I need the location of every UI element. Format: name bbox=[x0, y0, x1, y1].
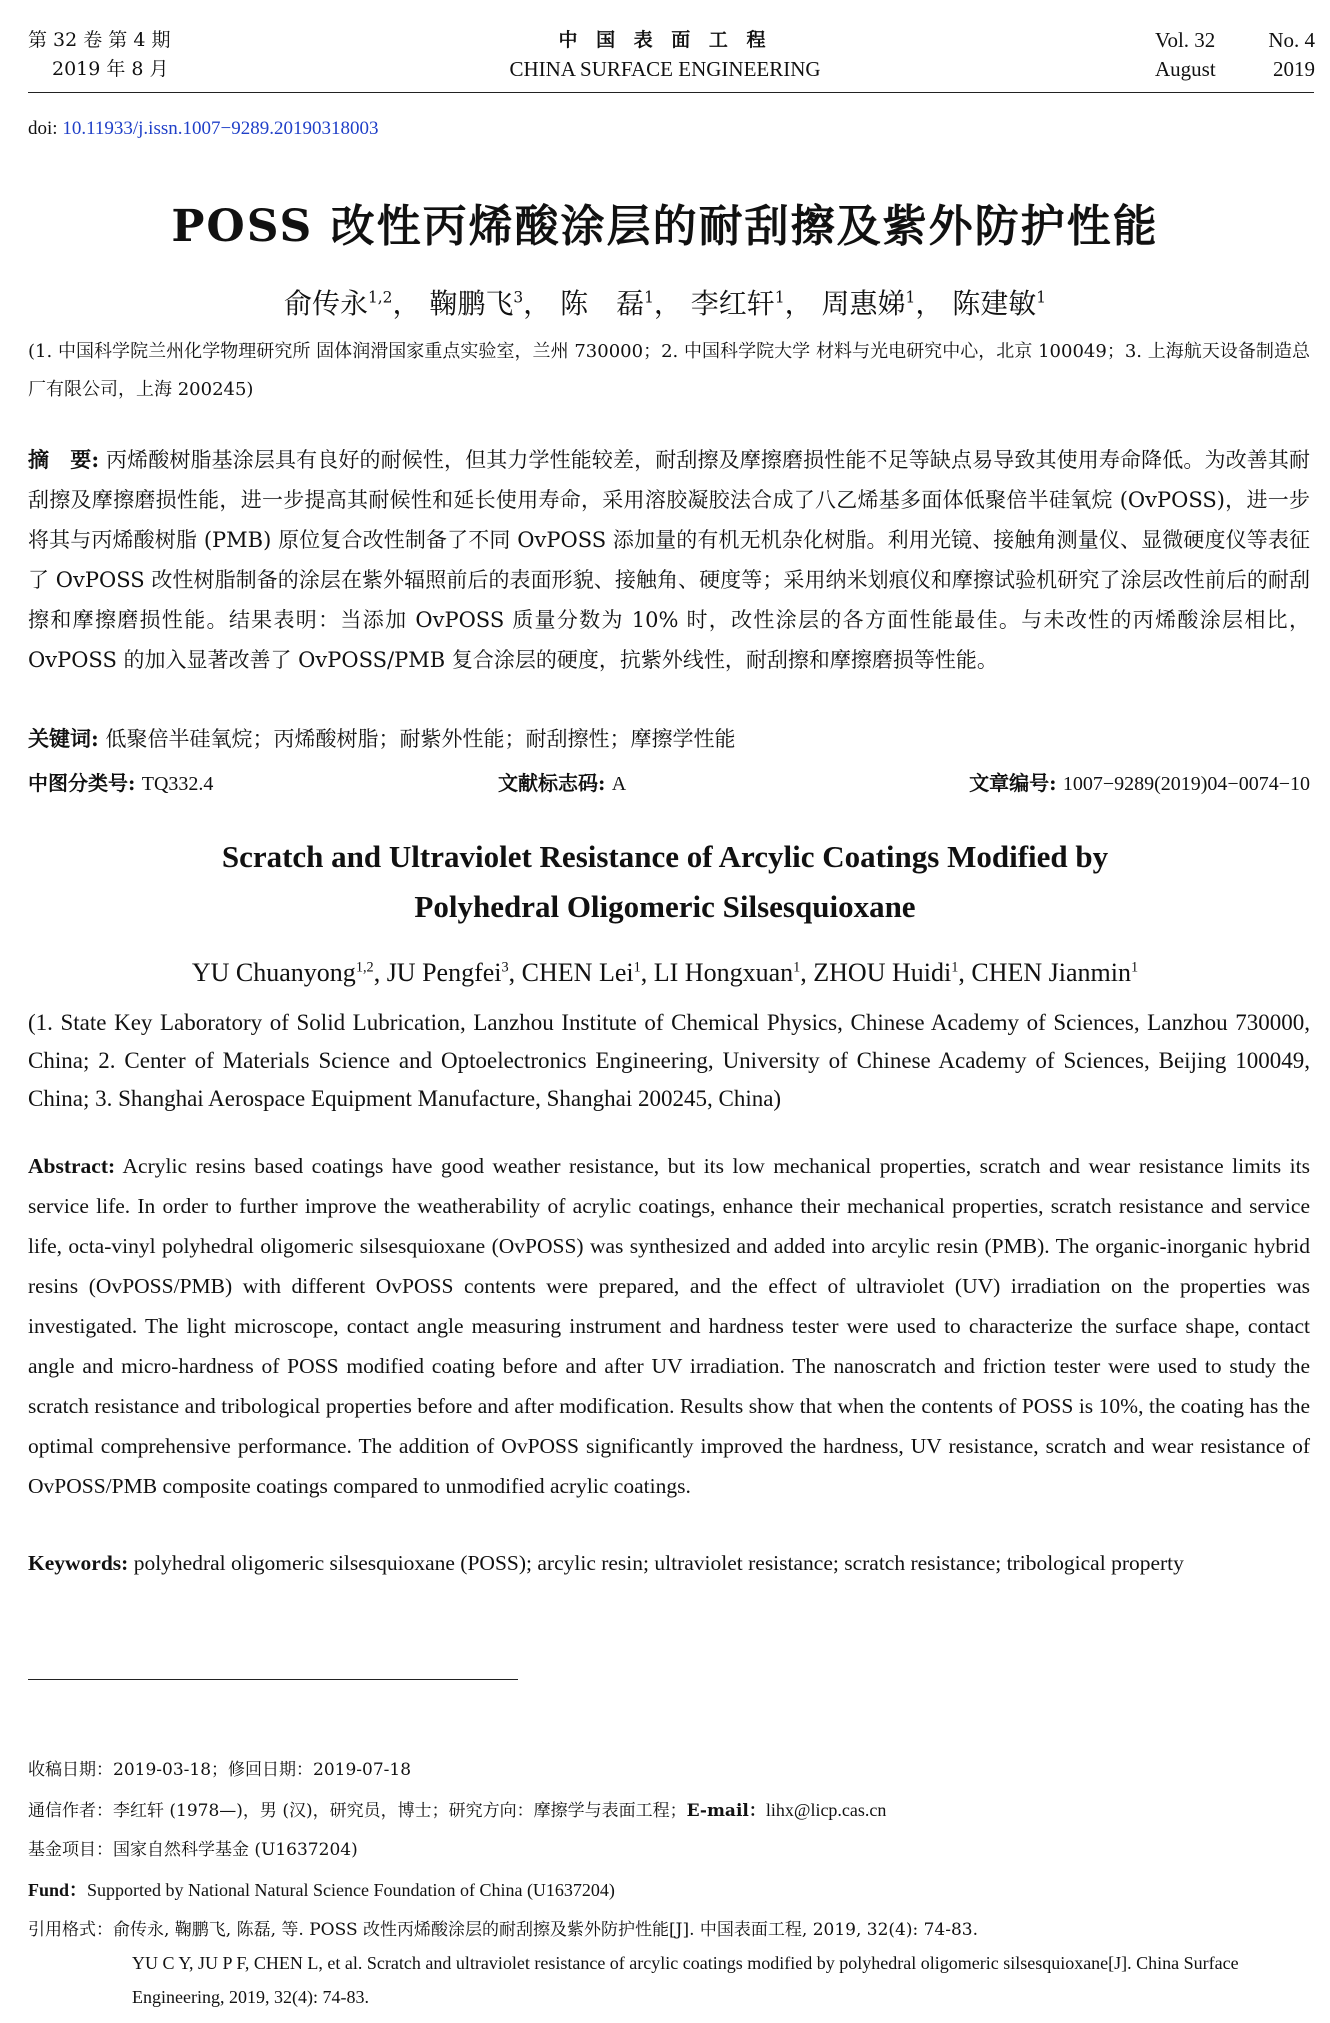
volume: Vol. 32 bbox=[1155, 28, 1216, 52]
author-cn: 俞传永$^{1,2}$ bbox=[283, 287, 393, 320]
email-link[interactable]: lihx@licp.cas.cn bbox=[765, 1800, 887, 1820]
month: August bbox=[1155, 57, 1216, 81]
affiliation-en: (1. State Key Laboratory of Solid Lubrication, Lanzhou Institute of Chemical Physics, Chinese Academy of Sciences, Lanzhou 730000, China; 2. Center of Materials Science and Optoelectronics Engineering, University of Chinese Academy of Sciences, Beijing 100049, China; 3. Shanghai Aerospace Equipment Manufacture, Shanghai 200245, China) bbox=[28, 1010, 1310, 1111]
doi-label: doi: bbox=[28, 118, 58, 139]
author-en: YU Chuanyong$^{1,2}$ bbox=[191, 958, 374, 987]
authors-en: YU Chuanyong$^{1,2}$, JU Pengfei$^3$, CHEN Lei$^1$, LI Hongxuan$^1$, ZHOU Huidi$^1$, CHEN Jianmin$^1$ bbox=[191, 958, 1139, 987]
keywords-en-text: polyhedral oligomeric silsesquioxane (POSS); arcylic resin; ultraviolet resistance; scratch resistance; tribological property bbox=[133, 1551, 1184, 1575]
citation-cn: 引用格式：俞传永, 鞠鹏飞, 陈磊, 等. POSS 改性丙烯酸涂层的耐刮擦及紫外防护性能[J]. 中国表面工程, 2019, 32(4): 74-83. bbox=[28, 1920, 979, 1940]
fund-en: Fund：Supported by National Natural Science Foundation of China (U1637204) bbox=[28, 1880, 615, 1900]
author-cn: 陈建敏$^1$ bbox=[952, 287, 1047, 320]
abstract-en bbox=[28, 1146, 1310, 1506]
document-code: 文献标志码: A bbox=[498, 771, 627, 795]
citation-label: 引用格式： bbox=[28, 1920, 113, 1940]
corresponding-author: 通信作者：李红轩 (1978—)，男 (汉)，研究员，博士；研究方向：摩擦学与表面工程；E-mail：lihx@licp.cas.cn bbox=[28, 1800, 887, 1821]
abstract-en-label: Abstract: bbox=[28, 1154, 116, 1178]
received-date: 收稿日期：2019-03-18；修回日期：2019-07-18 bbox=[28, 1760, 412, 1780]
abstract-cn-label: 摘 要: bbox=[28, 447, 100, 472]
issue-cn: 第 32 卷 第 4 期 bbox=[28, 29, 171, 51]
doi-line bbox=[28, 118, 378, 140]
article-number: 文章编号: 1007−9289(2019)04−0074−10 bbox=[969, 771, 1310, 795]
author-en: LI Hongxuan$^1$ bbox=[653, 958, 801, 987]
header-rule bbox=[28, 92, 1314, 93]
clc-number: 中图分类号: TQ332.4 bbox=[28, 771, 214, 795]
keywords-cn bbox=[28, 722, 1310, 756]
author-en: CHEN Lei$^1$ bbox=[521, 958, 641, 987]
title-cn: POSS 改性丙烯酸涂层的耐刮擦及紫外防护性能 bbox=[171, 201, 1159, 252]
author-cn: 鞠鹏飞$^3$ bbox=[429, 287, 524, 320]
author-cn: 陈 磊$^1$ bbox=[560, 287, 654, 320]
abstract-en-text: Acrylic resins based coatings have good weather resistance, but its low mechanical properties, scratch and wear resistance limits its service life. In order to further improve the weatherability of acrylic coatings, enhance their mechanical properties, scratch resistance and service life, octa-vinyl polyhedral oligomeric silsesquioxane (OvPOSS) was synthesized and added into arcylic resin (PMB). The organic-inorganic hybrid resins (OvPOSS/PMB) with different OvPOSS contents were prepared, and the effect of ultraviolet (UV) irradiation on the properties was investigated. The light microscope, contact angle measuring instrument and hardness tester were used to characterize the surface shape, contact angle and micro-hardness of POSS modified coating before and after UV irradiation. The nanoscratch and friction tester were used to study the scratch resistance and tribological properties before and after modification. Results show that when the contents of POSS is 10%, the coating has the optimal comprehensive performance. The addition of OvPOSS significantly improved the hardness, UV resistance, scratch and wear resistance of OvPOSS/PMB composite coatings compared to unmodified acrylic coatings. bbox=[28, 1154, 1310, 1498]
keywords-cn-text: 低聚倍半硅氧烷；丙烯酸树脂；耐紫外性能；耐刮擦性；摩擦学性能 bbox=[105, 727, 736, 751]
journal-name-en: CHINA SURFACE ENGINEERING bbox=[509, 57, 821, 81]
abstract-cn-text: 丙烯酸树脂基涂层具有良好的耐候性，但其力学性能较差，耐刮擦及摩擦磨损性能不足等缺点易导致其使用寿命降低。为改善其耐刮擦及摩擦磨损性能，进一步提高其耐候性和延长使用寿命，采用溶胶凝胶法合成了八乙烯基多面体低聚倍半硅氧烷 (OvPOSS)，进一步将其与丙烯酸树脂 (PMB) 原位复合改性制备了不同 OvPOSS 添加量的有机无机杂化树脂。利用光镜、接触角测量仪、显微硬度仪等表征了 OvPOSS 改性树脂制备的涂层在紫外辐照前后的表面形貌、接触角、硬度等；采用纳米划痕仪和摩擦试验机研究了涂层改性前后的耐刮擦和摩擦磨损性能。结果表明：当添加 OvPOSS 质量分数为 10% 时，改性涂层的各方面性能最佳。与未改性的丙烯酸涂层相比，OvPOSS 的加入显著改善了 OvPOSS/PMB 复合涂层的硬度，抗紫外线性，耐刮擦和摩擦磨损等性能。 bbox=[28, 448, 1310, 672]
number: No. 4 bbox=[1268, 28, 1315, 52]
author-en: JU Pengfei$^3$ bbox=[386, 958, 509, 987]
fund-cn: 基金项目：国家自然科学基金 (U1637204) bbox=[28, 1840, 358, 1860]
title-en bbox=[0, 832, 1330, 932]
keywords-cn-label: 关键词: bbox=[28, 726, 99, 751]
doi-link[interactable]: 10.11933/j.issn.1007−9289.20190318003 bbox=[62, 118, 379, 139]
date-cn: 2019 年 8 月 bbox=[52, 58, 169, 80]
header-center bbox=[0, 26, 1330, 84]
author-cn: 周惠娣$^1$ bbox=[821, 287, 916, 320]
affiliation-cn: (1. 中国科学院兰州化学物理研究所 固体润滑国家重点实验室，兰州 730000；2. 中国科学院大学 材料与光电研究中心，北京 100049；3. 上海航天设备制造总厂有限公司，上海 200245) bbox=[28, 341, 1310, 400]
author-en: CHEN Jianmin$^1$ bbox=[971, 958, 1139, 987]
abstract-cn bbox=[28, 440, 1310, 680]
title-en-line1: Scratch and Ultraviolet Resistance of Arcylic Coatings Modified by bbox=[221, 839, 1109, 874]
journal-name-cn: 中 国 表 面 工 程 bbox=[558, 29, 772, 51]
title-en-line2: Polyhedral Oligomeric Silsesquioxane bbox=[414, 889, 916, 924]
header-right bbox=[1155, 26, 1315, 84]
keywords-en-label: Keywords: bbox=[28, 1551, 129, 1575]
author-en: ZHOU Huidi$^1$ bbox=[813, 958, 959, 987]
authors-cn: 俞传永$^{1,2}$， 鞠鹏飞$^3$， 陈 磊$^1$， 李红轩$^1$， 周惠娣$^1$， 陈建敏$^1$ bbox=[283, 287, 1047, 320]
footnote-rule bbox=[28, 1679, 518, 1680]
author-cn: 李红轩$^1$ bbox=[690, 287, 785, 320]
citation-en: YU C Y, JU P F, CHEN L, et al. Scratch and ultraviolet resistance of arcylic coatings modified by polyhedral oligomeric silsesquioxane[J]. China Surface Engineering, 2019, 32(4): 74-83. bbox=[132, 1953, 1239, 2007]
keywords-en bbox=[28, 1543, 1310, 1583]
year: 2019 bbox=[1273, 57, 1315, 81]
